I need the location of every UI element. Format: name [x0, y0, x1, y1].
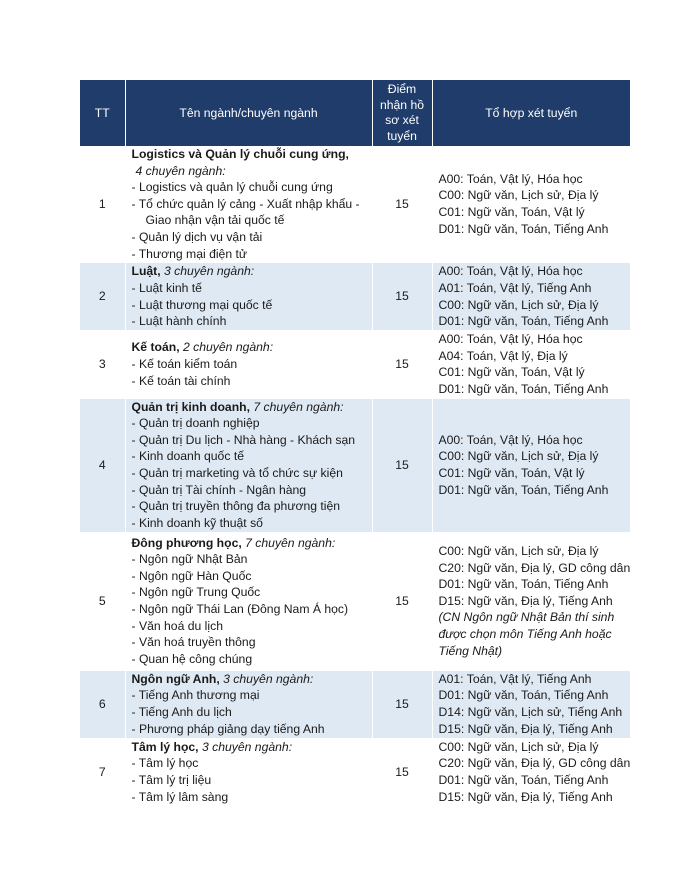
major-cell — [125, 263, 372, 331]
combination-item: D15: Ngữ văn, Địa lý, Tiếng Anh — [438, 721, 613, 736]
row-number: 2 — [80, 263, 125, 331]
combination-item: C20: Ngữ văn, Địa lý, GD công dân — [438, 756, 631, 771]
header-combination: Tổ hợp xét tuyển — [432, 80, 630, 146]
major-title — [132, 535, 368, 552]
combination-item: C01: Ngữ văn, Toán, Vật lý — [438, 466, 585, 481]
specialization-item: - Phương pháp giảng dạy tiếng Anh — [131, 721, 325, 736]
specialization-item: - Văn hoá truyền thông — [131, 635, 256, 650]
score-cell: 15 — [372, 398, 432, 532]
table-row — [80, 263, 630, 331]
major-name: Đông phương học, — [131, 535, 242, 550]
specialization-item: - Quản trị doanh nghiệp — [131, 416, 260, 431]
specialization-item: - Kế toán kiểm toán — [131, 357, 238, 372]
specialization-item: - Quản trị Tài chính - Ngân hàng — [131, 482, 307, 497]
major-name: Logistics và Quản lý chuỗi cung ứng, — [131, 147, 349, 161]
combination-item: D01: Ngữ văn, Toán, Tiếng Anh — [438, 221, 609, 236]
header-score-line: sơ xét — [385, 113, 419, 127]
score-cell: 15 — [372, 532, 432, 670]
specialization-item: - Ngôn ngữ Thái Lan (Đông Nam Á học) — [131, 602, 349, 617]
major-name: Tâm lý học, — [131, 739, 199, 754]
combination-item: D01: Ngữ văn, Toán, Tiếng Anh — [438, 577, 609, 592]
combination-note: (CN Ngôn ngữ Nhật Bản thí sinh được chọn môn Tiếng Anh hoặc Tiếng Nhật) — [438, 610, 615, 658]
combination-item: D01: Ngữ văn, Toán, Tiếng Anh — [438, 773, 609, 788]
admission-table — [80, 80, 630, 807]
table-row — [80, 146, 630, 263]
specialization-count: 3 chuyên ngành: — [201, 739, 293, 754]
specialization-item: - Tiếng Anh du lịch — [131, 705, 232, 720]
specialization-item: - Tâm lý lâm sàng — [131, 789, 229, 804]
specialization-item: - Luật kinh tế — [131, 281, 202, 296]
combination-cell — [432, 670, 630, 738]
major-cell — [125, 532, 372, 670]
combination-item: C00: Ngữ văn, Lịch sử, Địa lý — [438, 543, 599, 558]
specialization-item: - Tâm lý học — [131, 756, 199, 771]
row-number: 3 — [80, 331, 125, 398]
combination-item: C01: Ngữ văn, Toán, Vật lý — [438, 365, 585, 380]
major-name: Quản trị kinh doanh, — [131, 399, 250, 414]
combination-item: D15: Ngữ văn, Địa lý, Tiếng Anh — [438, 593, 613, 608]
specialization-item: - Kinh doanh kỹ thuật số — [131, 515, 263, 530]
combination-item: D01: Ngữ văn, Toán, Tiếng Anh — [438, 482, 609, 497]
combination-cell — [432, 738, 630, 806]
specialization-count: 3 chuyên ngành: — [164, 264, 255, 279]
major-name: Ngôn ngữ Anh, — [131, 671, 220, 686]
specialization-item: - Luật hành chính — [131, 314, 227, 329]
header-score-line: Điểm — [387, 82, 417, 96]
major-cell — [125, 398, 372, 532]
combination-cell — [432, 398, 630, 532]
row-number: 1 — [80, 146, 125, 263]
specialization-item: - Quan hệ công chúng — [131, 651, 253, 666]
combination-item: D01: Ngữ văn, Toán, Tiếng Anh — [438, 688, 609, 703]
combination-item: A00: Toán, Vật lý, Hóa học — [438, 171, 583, 186]
score-cell: 15 — [372, 738, 432, 806]
major-cell — [125, 738, 372, 806]
major-title — [132, 263, 368, 280]
combination-cell — [432, 331, 630, 398]
combination-item: C00: Ngữ văn, Lịch sử, Địa lý — [438, 739, 599, 754]
header-major-name: Tên ngành/chuyên ngành — [125, 80, 372, 146]
specialization-item: - Tâm lý trị liệu — [131, 773, 212, 788]
major-title — [132, 739, 368, 756]
combination-cell — [432, 532, 630, 670]
combination-item: C20: Ngữ văn, Địa lý, GD công dân — [438, 560, 631, 575]
score-cell: 15 — [372, 263, 432, 331]
specialization-item: - Quản trị truyền thông đa phương tiện — [131, 499, 341, 514]
header-row — [80, 80, 630, 146]
combination-item: A00: Toán, Vật lý, Hóa học — [438, 264, 583, 279]
specialization-count: 7 chuyên ngành: — [245, 535, 336, 550]
row-number: 4 — [80, 398, 125, 532]
combination-item: A04: Toán, Vật lý, Địa lý — [438, 348, 568, 363]
specialization-item: - Ngôn ngữ Trung Quốc — [131, 585, 261, 600]
table-row — [80, 738, 630, 806]
specialization-count: 2 chuyên ngành: — [182, 340, 274, 355]
combination-item: D01: Ngữ văn, Toán, Tiếng Anh — [438, 314, 609, 329]
combination-item: A00: Toán, Vật lý, Hóa học — [438, 432, 583, 447]
combination-item: D15: Ngữ văn, Địa lý, Tiếng Anh — [438, 789, 613, 804]
table-body — [80, 146, 630, 806]
combination-item: D01: Ngữ văn, Toán, Tiếng Anh — [438, 381, 609, 396]
row-number: 6 — [80, 670, 125, 738]
specialization-item: - Tiếng Anh thương mại — [131, 688, 260, 703]
score-cell: 15 — [372, 331, 432, 398]
table-row — [80, 398, 630, 532]
score-cell: 15 — [372, 670, 432, 738]
header-tt: TT — [80, 80, 125, 146]
combination-item: C00: Ngữ văn, Lịch sử, Địa lý — [438, 297, 599, 312]
specialization-item: - Ngôn ngữ Nhật Bản — [131, 552, 248, 567]
table-row — [80, 532, 630, 670]
specialization-count: 3 chuyên ngành: — [223, 671, 314, 686]
row-number: 5 — [80, 532, 125, 670]
combination-item: A00: Toán, Vật lý, Hóa học — [438, 332, 583, 347]
table-header — [80, 80, 630, 146]
specialization-item: - Logistics và quản lý chuỗi cung ứng — [131, 180, 333, 195]
table-row — [80, 331, 630, 398]
table-row — [80, 670, 630, 738]
major-title — [132, 399, 368, 416]
major-title — [132, 339, 368, 356]
major-title — [132, 146, 368, 163]
specialization-item: - Quản lý dịch vụ vận tải — [131, 229, 263, 244]
row-number: 7 — [80, 738, 125, 806]
combination-item: A01: Toán, Vật lý, Tiếng Anh — [438, 281, 592, 296]
major-cell — [125, 331, 372, 398]
combination-item: C00: Ngữ văn, Lịch sử, Địa lý — [438, 188, 599, 203]
combination-item: D14: Ngữ văn, Lịch sử, Tiếng Anh — [438, 705, 623, 720]
specialization-item: - Luật thương mại quốc tế — [131, 297, 273, 312]
combination-cell — [432, 146, 630, 263]
specialization-item: - Kinh doanh quốc tế — [131, 449, 244, 464]
specialization-count: 7 chuyên ngành: — [253, 399, 344, 414]
major-title — [132, 671, 368, 688]
combination-item: C01: Ngữ văn, Toán, Vật lý — [438, 205, 585, 220]
header-score-line: nhận hồ — [379, 97, 425, 112]
specialization-item: - Quản trị marketing và tổ chức sự kiện — [131, 466, 343, 481]
specialization-item: Giao nhận vận tải quốc tế — [145, 213, 285, 228]
header-score-line: tuyển — [387, 128, 417, 143]
specialization-item: - Văn hoá du lịch — [131, 618, 223, 633]
major-cell — [125, 146, 372, 263]
header-score — [372, 80, 432, 146]
major-cell — [125, 670, 372, 738]
combination-cell — [432, 263, 630, 331]
specialization-item: - Kế toán tài chính — [131, 373, 231, 388]
specialization-item: - Thương mại điện tử — [131, 246, 248, 261]
score-cell: 15 — [372, 146, 432, 263]
specialization-item: - Tổ chức quản lý cảng - Xuất nhập khẩu - — [131, 196, 360, 211]
major-name: Kế toán, — [131, 340, 180, 355]
combination-item: C00: Ngữ văn, Lịch sử, Địa lý — [438, 449, 599, 464]
specialization-item: - Ngôn ngữ Hàn Quốc — [131, 568, 252, 583]
combination-item: A01: Toán, Vật lý, Tiếng Anh — [438, 671, 592, 686]
specialization-item: - Quản trị Du lịch - Nhà hàng - Khách sạn — [131, 432, 356, 447]
specialization-count: 4 chuyên ngành: — [135, 163, 226, 178]
major-name: Luật, — [131, 264, 161, 279]
